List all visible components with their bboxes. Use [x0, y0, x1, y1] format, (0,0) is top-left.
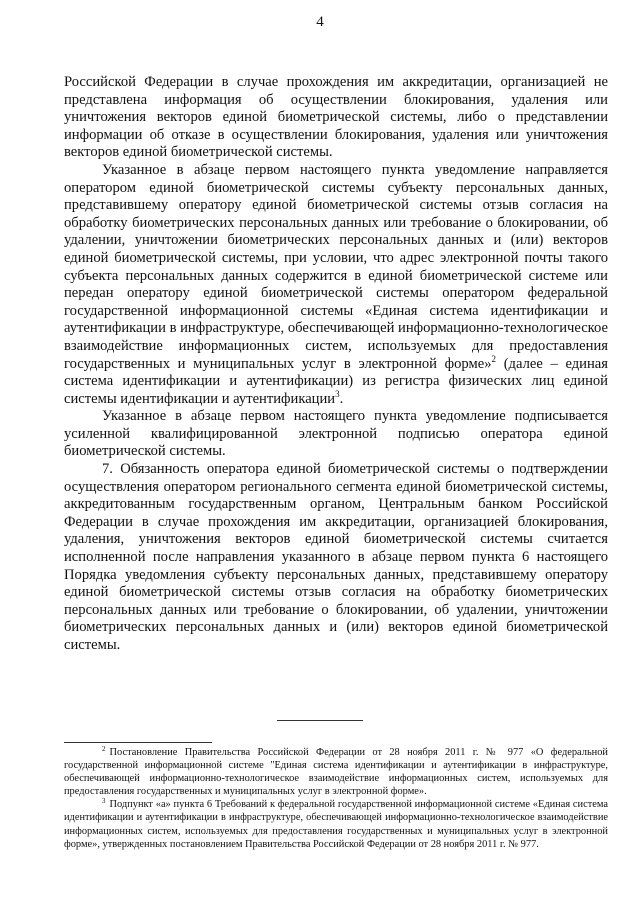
footnote-text: Постановление Правительства Российской Федерации от 28 ноября 2011 г. № 977 «О федеральной государственной информационной системе "Единая система идентификации и аутентификации в инфраструктуре, обеспечивающей информационно-технологическое взаимодействие информационных систем, используемых для предоставления государственных и муниципальных услуг в электронной форме». — [64, 747, 608, 798]
paragraph-notification-signed: Указанное в абзаце первом настоящего пункта уведомление подписывается усиленной квалифицированной электронной подписью оператора единой биометрической системы. — [64, 408, 608, 460]
footnote-ref-3[interactable]: 3 — [335, 388, 340, 399]
footnotes — [64, 746, 608, 851]
paragraph-notification-sent — [64, 162, 608, 408]
section-separator — [0, 720, 640, 721]
footnote-ref-2[interactable]: 2 — [491, 353, 497, 364]
paragraph-text: Указанное в абзаце первом настоящего пункта уведомление направляется оператором единой биометрической системы субъекту персональных данных, представившему оператору единой биометрической системы отзыв согласия на обработку биометрических персональных данных или требование о блокировании, об удалении, уничтожении биометрических персональных данных и (или) векторов единой биометрической системы, при условии, что адрес электронной почты такого субъекта персональных данных содержится в единой биометрической системе или передан оператору единой биометрической системы оператором федеральной государственной информационной системы «Единая система идентификации и аутентификации в инфраструктуре, обеспечивающей информационно-технологическое взаимодействие информационных систем, используемых для предоставления государственных и муниципальных услуг в электронной форме» — [64, 161, 608, 372]
paragraph-continuation: Российской Федерации в случае прохождения им аккредитации, организацией не представлена информация об осуществлении блокирования, удаления или уничтожения векторов единой биометрической системы, либо о представлении информации об отказе в осуществлении блокирования, удаления или уничтожения векторов единой биометрической системы. — [64, 74, 608, 161]
footnote-text: Подпункт «а» пункта 6 Требований к федеральной государственной информационной системе «Единая система идентификации и аутентификации в инфраструктуре, обеспечивающей информационно-технологическое взаимодействие информационных систем, используемых для предоставления государственных и муниципальных услуг в электронной форме», утвержденных постановлением Правительства Российской Федерации от 28 ноября 2011 г. № 977. — [64, 799, 608, 850]
footnote-separator — [64, 742, 212, 743]
footnote-3 — [64, 798, 608, 850]
body-text — [64, 74, 608, 655]
paragraph-text: (далее – единая система идентификации и аутентификации) из регистра физических лиц единой системы идентификации и аутентификации — [64, 355, 608, 407]
footnote-mark: 3 — [102, 796, 106, 805]
paragraph-text: . — [339, 390, 344, 407]
page-number: 4 — [316, 14, 324, 30]
footnote-mark: 2 — [102, 744, 106, 753]
paragraph-item-7: 7. Обязанность оператора единой биометрической системы о подтверждении осуществления оператором регионального сегмента единой биометрической системы, аккредитованным государственным органом, Центральным банком Российской Федерации в случае прохождения им аккредитации, организацией блокирования, удаления, уничтожения векторов единой биометрической системы считается исполненной после направления указанного в абзаце первом пункта 6 настоящего Порядка уведомления субъекту персональных данных, представившему оператору единой биометрической системы отзыв согласия на обработку биометрических персональных данных или требование о блокировании, об удалении, уничтожении биометрических персональных данных и (или) векторов единой биометрической системы. — [64, 461, 608, 653]
footnote-2 — [64, 746, 608, 798]
